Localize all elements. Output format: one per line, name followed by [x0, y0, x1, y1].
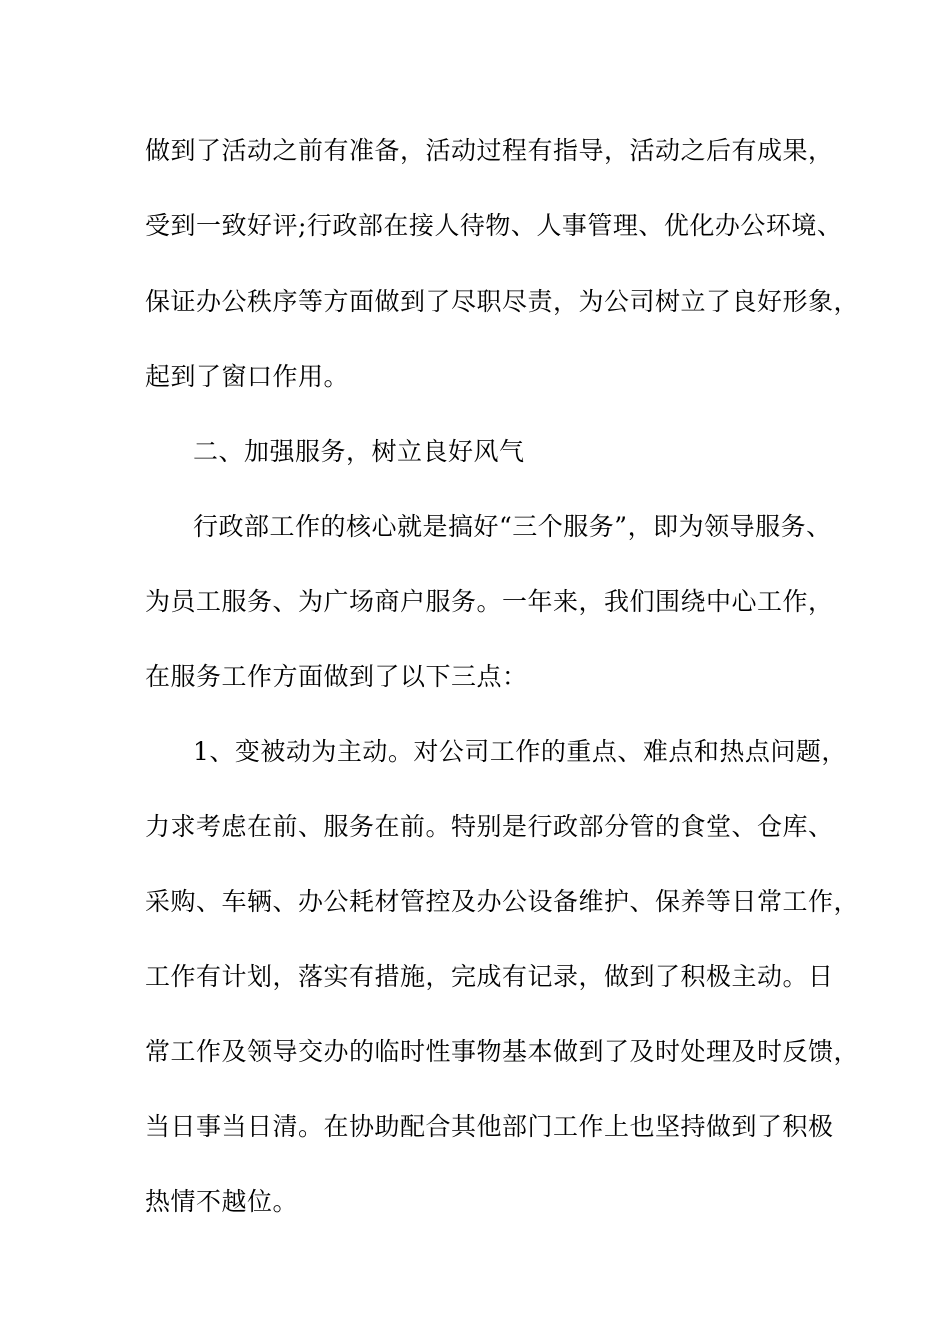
section-heading: 二、加强服务，树立良好风气 [193, 437, 525, 466]
body-text-line: 工作有计划，落实有措施，完成有记录，做到了积极主动。日 [145, 962, 834, 991]
body-text-line: 为员工服务、为广场商户服务。一年来，我们围绕中心工作， [145, 587, 834, 616]
body-text-line: 在服务工作方面做到了以下三点： [145, 662, 528, 691]
list-item-text: 1、变被动为主动。对公司工作的重点、难点和热点问题， [193, 737, 847, 766]
body-text-line: 起到了窗口作用。 [145, 362, 350, 391]
body-text-line: 常工作及领导交办的临时性事物基本做到了及时处理及时反馈， [145, 1037, 860, 1066]
body-text-line: 当日事当日清。在协助配合其他部门工作上也坚持做到了积极 [145, 1112, 834, 1141]
body-text-line: 力求考虑在前、服务在前。特别是行政部分管的食堂、仓库、 [145, 812, 834, 841]
body-text-line: 行政部工作的核心就是搞好“三个服务”，即为领导服务、 [193, 512, 832, 541]
body-text-line: 热情不越位。 [145, 1187, 299, 1216]
body-text-line: 采购、车辆、办公耗材管控及办公设备维护、保养等日常工作， [145, 887, 860, 916]
body-text-line: 做到了活动之前有准备，活动过程有指导，活动之后有成果， [145, 136, 834, 165]
body-text-line: 受到一致好评;行政部在接人待物、人事管理、优化办公环境、 [145, 211, 843, 240]
body-text-line: 保证办公秩序等方面做到了尽职尽责，为公司树立了良好形象， [145, 287, 860, 316]
